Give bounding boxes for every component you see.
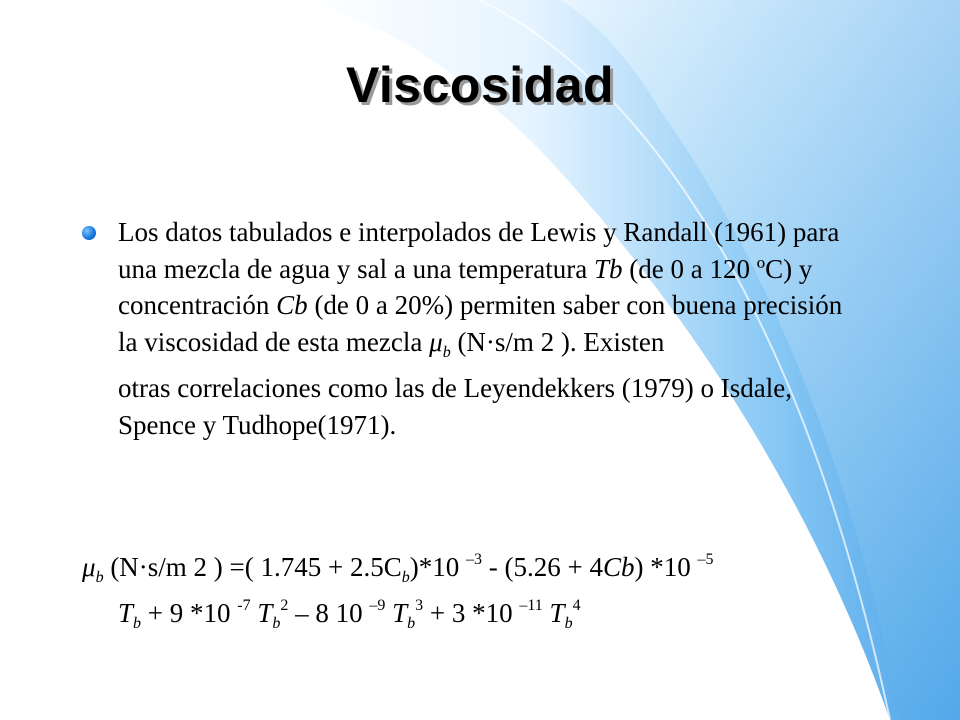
formula-line-2: $T_b + 9$ *10 $^{-7}$ $T_b^2 - 8$ 10 $^{-9}$ $T_b^3 + 3$ *10 $^{-11}$ $T_b^4$ (118, 597, 581, 632)
formula-line-1: $\mu_b$ (N·s/m 2 ) =( $1.745 + 2.5C_b)*10$ $^{-3}$ - (5.26 + 4Cb) *10 $^{-5}$ (82, 551, 714, 586)
continuation-paragraph: otras correlaciones como las de Leyendekkers (1979) o Isdale, Spence y Tudhope(1971). (118, 373, 792, 440)
bullet-item (82, 214, 862, 443)
bullet-dot-icon (82, 226, 96, 240)
viscosity-formula (82, 544, 882, 636)
bullet-paragraph: Los datos tabulados e interpolados de Lewis y Randall (1961) para una mezcla de agua y sal a una temperatura Tb (de 0 a 120 ºC) y concentración Cb (de 0 a 20%) permiten saber con buena precisión la viscosidad de esta mezcla $\mu_b$ (N·s/m 2 ). Existen (118, 217, 843, 361)
slide-title: Viscosidad (345, 57, 615, 113)
